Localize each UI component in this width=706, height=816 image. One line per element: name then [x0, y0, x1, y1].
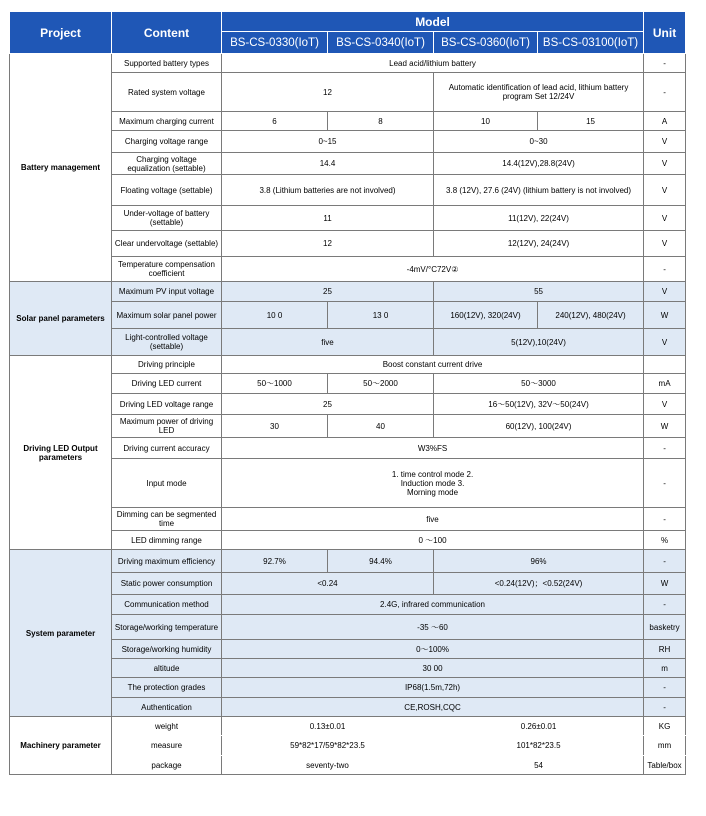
- row-label: Driving LED voltage range: [112, 394, 222, 415]
- row-unit: W: [644, 302, 686, 329]
- row-value: 12(12V), 24(24V): [434, 231, 644, 257]
- row-value: 14.4(12V),28.8(24V): [434, 153, 644, 175]
- row-value: 13 0: [328, 302, 434, 329]
- row-value: -4mV/°C72V②: [222, 257, 644, 282]
- row-unit: V: [644, 131, 686, 153]
- model-03100: BS-CS-03100(IoT): [538, 32, 644, 54]
- row-value: 2.4G, infrared communication: [222, 595, 644, 615]
- row-value: -35 ～60: [222, 615, 644, 640]
- row-label: Authentication: [112, 698, 222, 717]
- row-value: Lead acid/lithium battery: [222, 54, 644, 73]
- row-value: 50～3000: [434, 374, 644, 394]
- row-value: 101*82*23.5: [434, 736, 644, 756]
- row-unit: W: [644, 415, 686, 438]
- row-label: measure: [112, 736, 222, 756]
- row-value: 40: [328, 415, 434, 438]
- row-label: Storage/working humidity: [112, 640, 222, 659]
- row-unit: mA: [644, 374, 686, 394]
- header-content: Content: [112, 12, 222, 54]
- section-solar: Solar panel parameters: [10, 282, 112, 356]
- row-value: 160(12V), 320(24V): [434, 302, 538, 329]
- row-value: 0 ～100: [222, 531, 644, 550]
- row-unit: V: [644, 206, 686, 231]
- row-value: 92.7%: [222, 550, 328, 573]
- row-unit: -: [644, 54, 686, 73]
- row-value: five: [222, 329, 434, 356]
- row-value: 10: [434, 112, 538, 131]
- row-value: 3.8 (12V), 27.6 (24V) (lithium battery is not involved): [434, 175, 644, 206]
- row-unit: -: [644, 595, 686, 615]
- row-value: 50～1000: [222, 374, 328, 394]
- row-label: Floating voltage (settable): [112, 175, 222, 206]
- row-value: W3%FS: [222, 438, 644, 459]
- row-unit: -: [644, 698, 686, 717]
- row-unit: -: [644, 438, 686, 459]
- row-label: Maximum charging current: [112, 112, 222, 131]
- section-led: Driving LED Output parameters: [10, 356, 112, 550]
- row-value: IP68(1.5m,72h): [222, 678, 644, 698]
- row-label: Charging voltage range: [112, 131, 222, 153]
- section-machinery: Machinery parameter: [10, 717, 112, 775]
- row-value: <0.24: [222, 573, 434, 595]
- row-value: 96%: [434, 550, 644, 573]
- row-value: 54: [434, 756, 644, 775]
- row-value: 0.13±0.01: [222, 717, 434, 736]
- row-label: altitude: [112, 659, 222, 678]
- row-unit: W: [644, 573, 686, 595]
- row-value: 94.4%: [328, 550, 434, 573]
- row-label: Maximum power of driving LED: [112, 415, 222, 438]
- row-value: Boost constant current drive: [222, 356, 644, 374]
- row-unit: %: [644, 531, 686, 550]
- row-value: 25: [222, 282, 434, 302]
- row-value: 15: [538, 112, 644, 131]
- row-value: <0.24(12V)；<0.52(24V): [434, 573, 644, 595]
- row-unit: -: [644, 257, 686, 282]
- model-0340: BS-CS-0340(IoT): [328, 32, 434, 54]
- row-value: Automatic identification of lead acid, lithium battery program Set 12/24V: [434, 73, 644, 112]
- row-value: 59*82*17/59*82*23.5: [222, 736, 434, 756]
- input-mode-text: 1. time control mode 2. Induction mode 3. Morning mode: [391, 469, 474, 497]
- header-project: Project: [10, 12, 112, 54]
- row-unit: A: [644, 112, 686, 131]
- row-value: 5(12V),10(24V): [434, 329, 644, 356]
- row-label: Under-voltage of battery (settable): [112, 206, 222, 231]
- row-value: 55: [434, 282, 644, 302]
- row-unit: V: [644, 175, 686, 206]
- row-label: Input mode: [112, 459, 222, 508]
- row-label: Maximum solar panel power: [112, 302, 222, 329]
- row-value: 30: [222, 415, 328, 438]
- row-value: 50～2000: [328, 374, 434, 394]
- row-unit: V: [644, 153, 686, 175]
- row-value: 240(12V), 480(24V): [538, 302, 644, 329]
- row-unit: V: [644, 394, 686, 415]
- row-label: Driving LED current: [112, 374, 222, 394]
- row-label: Dimming can be segmented time: [112, 508, 222, 531]
- row-label: Charging voltage equalization (settable): [112, 153, 222, 175]
- row-label: Driving maximum efficiency: [112, 550, 222, 573]
- row-value: seventy-two: [222, 756, 434, 775]
- row-value: [222, 459, 644, 508]
- row-value: 60(12V), 100(24V): [434, 415, 644, 438]
- row-label: Clear undervoltage (settable): [112, 231, 222, 257]
- model-0330: BS-CS-0330(IoT): [222, 32, 328, 54]
- row-unit: KG: [644, 717, 686, 736]
- row-unit: V: [644, 231, 686, 257]
- row-value: 11: [222, 206, 434, 231]
- row-label: package: [112, 756, 222, 775]
- row-unit: -: [644, 73, 686, 112]
- row-value: 3.8 (Lithium batteries are not involved): [222, 175, 434, 206]
- row-unit: -: [644, 550, 686, 573]
- row-value: 12: [222, 231, 434, 257]
- row-value: 10 0: [222, 302, 328, 329]
- row-label: LED dimming range: [112, 531, 222, 550]
- row-value: 0～100%: [222, 640, 644, 659]
- row-value: 14.4: [222, 153, 434, 175]
- row-value: 0~15: [222, 131, 434, 153]
- row-value: 11(12V), 22(24V): [434, 206, 644, 231]
- header-unit: Unit: [644, 12, 686, 54]
- row-unit: -: [644, 678, 686, 698]
- row-label: weight: [112, 717, 222, 736]
- section-system: System parameter: [10, 550, 112, 717]
- row-value: five: [222, 508, 644, 531]
- row-unit: RH: [644, 640, 686, 659]
- row-unit: Table/box: [644, 756, 686, 775]
- row-unit: m: [644, 659, 686, 678]
- row-unit: V: [644, 282, 686, 302]
- row-label: The protection grades: [112, 678, 222, 698]
- header-model: Model: [222, 12, 644, 32]
- row-label: Rated system voltage: [112, 73, 222, 112]
- row-value: 12: [222, 73, 434, 112]
- row-value: CE,ROSH,CQC: [222, 698, 644, 717]
- row-label: Storage/working temperature: [112, 615, 222, 640]
- row-label: Static power consumption: [112, 573, 222, 595]
- row-label: Supported battery types: [112, 54, 222, 73]
- row-value: 0.26±0.01: [434, 717, 644, 736]
- row-value: 16～50(12V), 32V～50(24V): [434, 394, 644, 415]
- row-unit: mm: [644, 736, 686, 756]
- row-value: 30 00: [222, 659, 644, 678]
- row-unit: -: [644, 459, 686, 508]
- row-label: Driving current accuracy: [112, 438, 222, 459]
- row-label: Light-controlled voltage (settable): [112, 329, 222, 356]
- row-label: Temperature compensation coefficient: [112, 257, 222, 282]
- row-label: Driving principle: [112, 356, 222, 374]
- row-value: 8: [328, 112, 434, 131]
- spec-table: [9, 11, 686, 775]
- row-value: 6: [222, 112, 328, 131]
- row-value: 25: [222, 394, 434, 415]
- model-0360: BS-CS-0360(IoT): [434, 32, 538, 54]
- row-label: Communication method: [112, 595, 222, 615]
- section-battery: Battery management: [10, 54, 112, 282]
- row-unit: -: [644, 508, 686, 531]
- row-unit: [644, 356, 686, 374]
- row-unit: V: [644, 329, 686, 356]
- row-unit: basketry: [644, 615, 686, 640]
- row-value: 0~30: [434, 131, 644, 153]
- row-label: Maximum PV input voltage: [112, 282, 222, 302]
